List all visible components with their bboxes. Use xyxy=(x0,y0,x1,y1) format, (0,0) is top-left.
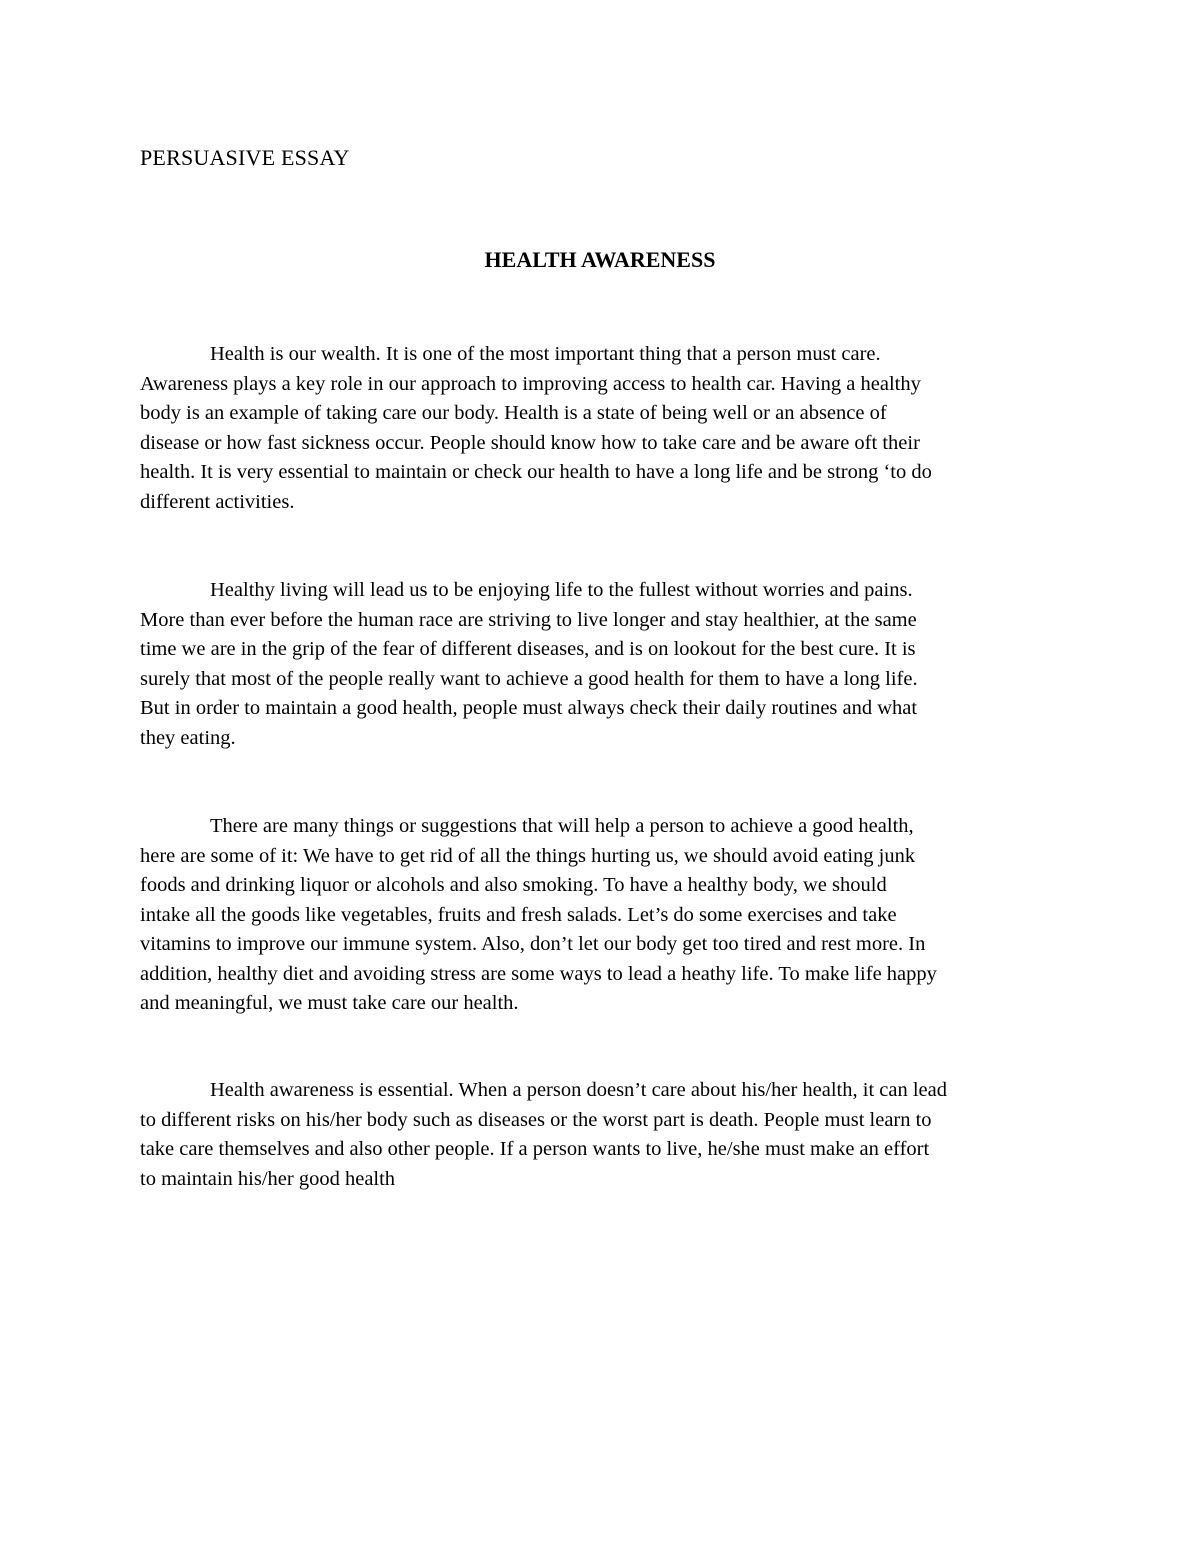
paragraph-line: More than ever before the human race are striving to live longer and stay healthier, at the same xyxy=(140,608,917,631)
paragraph-line: foods and drinking liquor or alcohols and also smoking. To have a healthy body, we should xyxy=(140,874,887,896)
paragraph-line: vitamins to improve our immune system. Also, don’t let our body get too tired and rest more. In xyxy=(140,933,926,955)
paragraph-line: disease or how fast sickness occur. People should know how to take care and be aware oft their xyxy=(140,431,920,454)
paragraph-2 xyxy=(140,576,918,753)
paragraph-line: different activities. xyxy=(140,490,295,513)
paragraph-line: take care themselves and also other people. If a person wants to live, he/she must make an effort xyxy=(140,1138,930,1160)
paragraph-line: body is an example of taking care our body. Health is a state of being well or an absence of xyxy=(140,402,887,424)
paragraph-line: There are many things or suggestions that will help a person to achieve a good health, xyxy=(210,815,914,837)
paragraph-line: to maintain his/her good health xyxy=(140,1167,396,1190)
document-label: PERSUASIVE ESSAY xyxy=(140,145,350,170)
paragraph-line: But in order to maintain a good health, people must always check their daily routines and what xyxy=(140,697,918,719)
paragraph-line: Awareness plays a key role in our approach to improving access to health car. Having a healthy xyxy=(140,372,921,395)
paragraph-line: time we are in the grip of the fear of different diseases, and is on lookout for the best cure. It is xyxy=(140,638,916,660)
paragraph-line: addition, healthy diet and avoiding stress are some ways to lead a heathy life. To make life happy xyxy=(140,962,937,985)
paragraph-3 xyxy=(140,812,937,1019)
paragraph-line: Healthy living will lead us to be enjoying life to the fullest without worries and pains. xyxy=(210,579,913,601)
paragraph-line: here are some of it: We have to get rid of all the things hurting us, we should avoid eating junk xyxy=(140,844,916,867)
paragraph-4 xyxy=(140,1076,947,1194)
paragraph-1 xyxy=(140,340,932,517)
paragraph-line: surely that most of the people really want to achieve a good health for them to have a long life. xyxy=(140,667,918,690)
paragraph-line: and meaningful, we must take care our health. xyxy=(140,992,519,1014)
paragraph-line: to different risks on his/her body such as diseases or the worst part is death. People must learn to xyxy=(140,1108,932,1131)
paragraph-line: intake all the goods like vegetables, fruits and fresh salads. Let’s do some exercises and take xyxy=(140,903,897,926)
paragraph-line: they eating. xyxy=(140,726,236,749)
paragraph-line: health. It is very essential to maintain or check our health to have a long life and be strong ‘to do xyxy=(140,461,932,483)
paragraph-line: Health is our wealth. It is one of the most important thing that a person must care. xyxy=(210,343,881,365)
paragraph-line: Health awareness is essential. When a person doesn’t care about his/her health, it can lead xyxy=(210,1079,947,1101)
document-title: HEALTH AWARENESS xyxy=(484,247,716,272)
